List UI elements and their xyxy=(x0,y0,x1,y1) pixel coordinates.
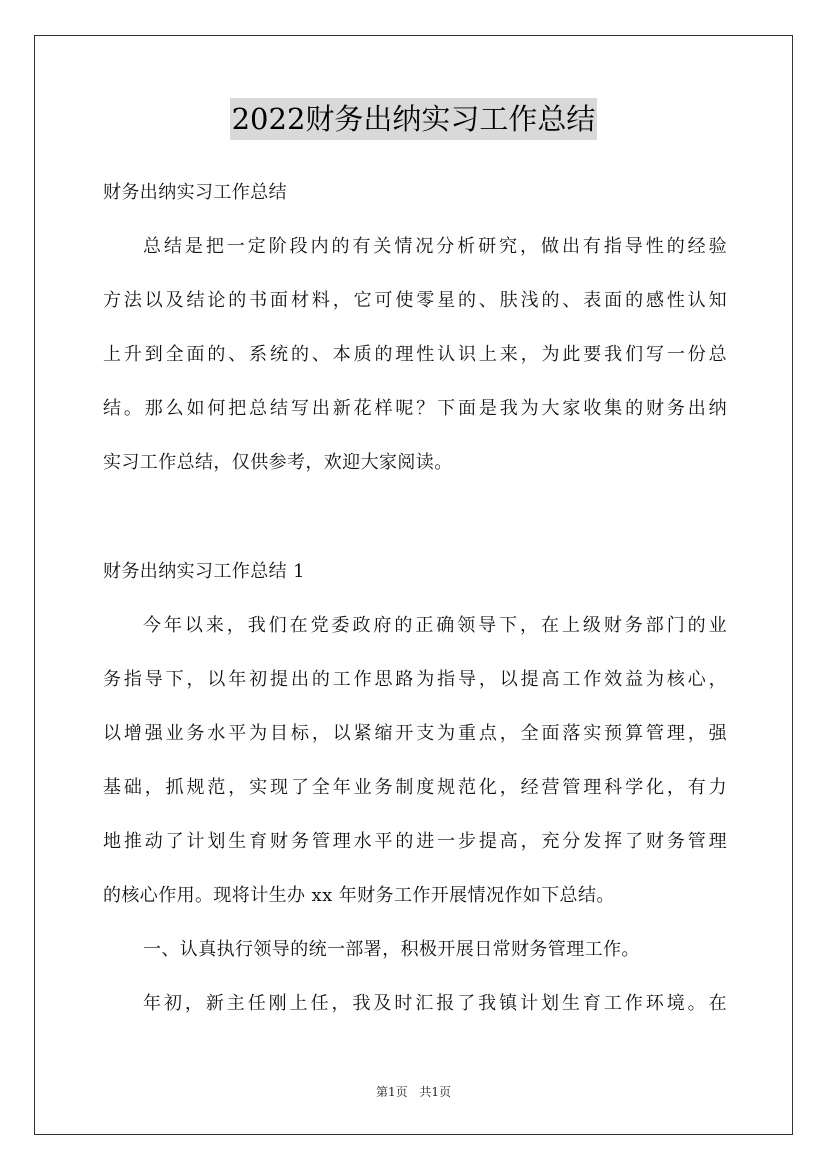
intro-line-4: 结。那么如何把总结写出新花样呢？下面是我为大家收集的财务出纳 xyxy=(103,398,727,419)
document-title: 2022财务出纳实习工作总结 xyxy=(230,98,598,140)
subtitle: 财务出纳实习工作总结 xyxy=(103,182,287,203)
title-container xyxy=(0,98,827,140)
section-line-3: 以增强业务水平为目标，以紧缩开支为重点，全面落实预算管理，强 xyxy=(103,723,727,744)
section-line-1: 今年以来，我们在党委政府的正确领导下，在上级财务部门的业 xyxy=(143,615,727,636)
intro-line-2: 方法以及结论的书面材料，它可使零星的、肤浅的、表面的感性认知 xyxy=(103,290,727,311)
page-total: 共1页 xyxy=(419,1085,452,1099)
section-line-4: 基础，抓规范，实现了全年业务制度规范化，经营管理科学化，有力 xyxy=(103,777,727,798)
page-number: 第1页 xyxy=(375,1085,408,1099)
intro-line-1: 总结是把一定阶段内的有关情况分析研究，做出有指导性的经验 xyxy=(143,236,727,257)
page-footer xyxy=(0,1083,827,1100)
point-one: 一、认真执行领导的统一部署，积极开展日常财务管理工作。 xyxy=(143,939,640,960)
last-line: 年初，新主任刚上任，我及时汇报了我镇计划生育工作环境。在 xyxy=(143,993,727,1014)
intro-line-3: 上升到全面的、系统的、本质的理性认识上来，为此要我们写一份总 xyxy=(103,344,727,365)
section-line-5: 地推动了计划生育财务管理水平的进一步提高，充分发挥了财务管理 xyxy=(103,831,727,852)
section-line-2: 务指导下，以年初提出的工作思路为指导，以提高工作效益为核心， xyxy=(103,669,727,690)
section-heading: 财务出纳实习工作总结 1 xyxy=(103,561,305,582)
intro-line-5: 实习工作总结，仅供参考，欢迎大家阅读。 xyxy=(103,452,453,473)
section-line-6: 的核心作用。现将计生办 xx 年财务工作开展情况作如下总结。 xyxy=(103,885,615,906)
